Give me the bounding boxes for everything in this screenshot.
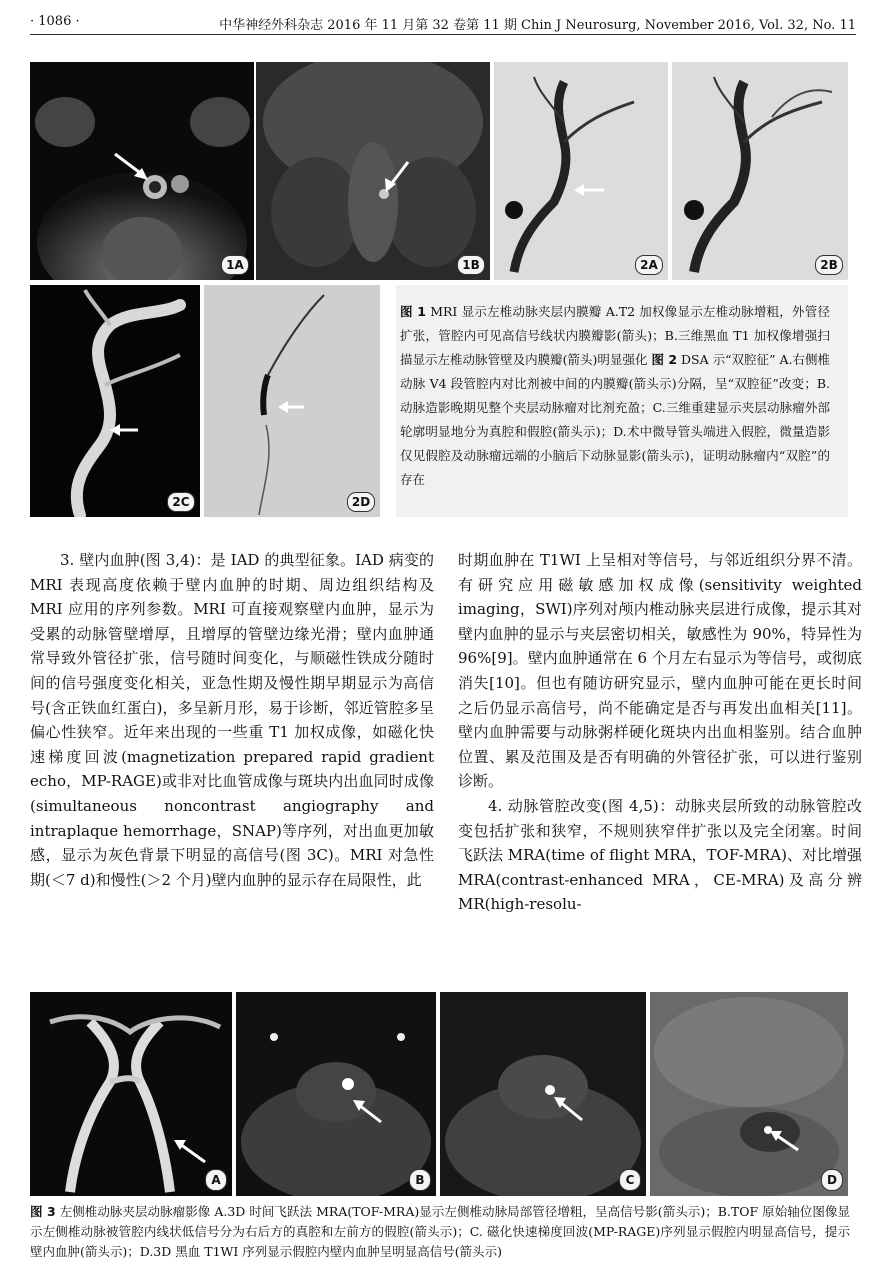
figure-1b-image — [256, 62, 490, 280]
caption-figures-1-2 — [400, 300, 830, 492]
figure-3c-drawing — [440, 992, 646, 1196]
figure-label: 1B — [457, 255, 485, 275]
paragraph-intramural-hematoma: 3. 壁内血肿(图 3,4)：是 IAD 的典型征象。IAD 病变的 MRI 表现高度依赖于壁内血肿的时期、周边组织结构及 MRI 应用的序列参数。MRI 可直接观察壁内血肿，显示为受累的动脉管壁增厚，且增厚的管壁边缘光滑；壁内血肿通常导致外管径扩张，信号随时间变化，与顺磁性铁成分随时间的信号强度变化相关，亚急性期及慢性期早期显示为高信号(含正铁血红蛋白)，多呈新月形，易于诊断，邻近管腔多呈偏心性狭窄。近年来出现的一些重 T1 加权成像，如磁化快速梯度回波(magnetization prepared rapid gradient echo，MP-RAGE)或非对比血管成像与斑块内出血同时成像(simultaneous noncontrast angiography and intraplaque hemorrhage，SNAP)等序列，对出血更加敏感，显示为灰色背景下明显的高信号(图 3C)。MRI 对急性期(＜7 d)和慢性(＞2 个月)壁内血肿的显示存在局限性，此 — [30, 551, 434, 889]
figure-label: 2A — [635, 255, 663, 275]
paragraph-continuation: 时期血肿在 T1WI 上呈相对等信号，与邻近组织分界不清。有研究应用磁敏感加权成像(sensitivity weighted imaging，SWI)序列对颅内椎动脉夹层进行成像，提示其对壁内血肿的显示与夹层密切相关，敏感性为 90%，特异性为 96%[9]。壁内血肿通常在 6 个月左右显示为等信号，或彻底消失[10]。但也有随访研究显示，壁内血肿可能在更长时间之后仍显示高信号，尚不能确定是否与再发出血相关[11]。壁内血肿需要与动脉粥样硬化斑块内出血相鉴别。结合血肿位置、累及范围及是否有明确的外管径扩张，可以进行鉴别诊断。 — [458, 551, 862, 791]
figure-label: C — [619, 1169, 641, 1191]
figure-label: B — [409, 1169, 431, 1191]
figure-3d-drawing — [650, 992, 848, 1196]
figure-3a-image — [30, 992, 232, 1196]
journal-citation: 中华神经外科杂志 2016 年 11 月第 32 卷第 11 期 Chin J Neurosurg, November 2016, Vol. 32, No. 11 — [219, 18, 856, 33]
figure-2d-drawing — [204, 285, 380, 517]
figure-label: 2D — [347, 492, 375, 512]
figure-2a-drawing — [494, 62, 668, 280]
figure-3d-image — [650, 992, 848, 1196]
figure-3-caption: 左侧椎动脉夹层动脉瘤影像 A.3D 时间飞跃法 MRA(TOF-MRA)显示左侧椎动脉局部管径增粗，呈高信号影(箭头示)；B.TOF 原始轴位图像显示左侧椎动脉被管腔内线状低信号分为右后方的真腔和左前方的假腔(箭头示)；C. 磁化快速梯度回波(MP-RAGE)序列显示假腔内明显高信号，提示壁内血肿(箭头示)；D.3D 黑血 T1WI 序列显示假腔内壁内血肿呈明显高信号(箭头示) — [30, 1204, 850, 1259]
figure-3b-drawing — [236, 992, 436, 1196]
figure-2a-image — [494, 62, 668, 280]
figure-label: 1A — [221, 255, 249, 275]
figure-2d-image — [204, 285, 380, 517]
figure-2-caption: DSA 示“双腔征” A.右侧椎动脉 V4 段管腔内对比剂被中间的内膜瓣(箭头示)分隔，呈“双腔征”改变；B.动脉造影晚期见整个夹层动脉瘤对比剂充盈；C.三维重建显示夹层动脉瘤外部轮廓明显地分为真腔和假腔(箭头示)；D.术中微导管头端进入假腔，微量造影仅见假腔及动脉瘤远端的小脑后下动脉显影(箭头示)，证明动脉瘤内“双腔”的存在 — [400, 352, 830, 487]
figure-label: 2B — [815, 255, 843, 275]
figure-2c-drawing — [30, 285, 200, 517]
figure-2c-image — [30, 285, 200, 517]
figure-3b-image — [236, 992, 436, 1196]
figure-1a-drawing — [30, 62, 254, 280]
figure-label: D — [821, 1169, 843, 1191]
running-header — [30, 10, 856, 35]
figure-label: A — [205, 1169, 227, 1191]
figure-2b-drawing — [672, 62, 848, 280]
figure-2-label: 图 2 — [651, 352, 678, 367]
figure-label: 2C — [167, 492, 195, 512]
left-column — [30, 548, 434, 892]
figure-2b-image — [672, 62, 848, 280]
figure-1-label: 图 1 — [400, 304, 427, 319]
figure-3a-drawing — [30, 992, 232, 1196]
paragraph-lumen-changes: 4. 动脉管腔改变(图 4,5)：动脉夹层所致的动脉管腔改变包括扩张和狭窄，不规则狭窄伴扩张以及完全闭塞。时间飞跃法 MRA(time of flight MRA，TOF-MRA)、对比增强 MRA(contrast-enhanced MRA，CE-MRA)及高分辨 MR(high-resolu- — [458, 796, 862, 914]
page-number: · 1086 · — [30, 14, 80, 29]
figure-1a-image — [30, 62, 254, 280]
figure-1-caption: MRI 显示左椎动脉夹层内膜瓣 A.T2 加权像显示左椎动脉增粗，外管径扩张，管腔内可见高信号线状内膜瓣影(箭头)；B.三维黑血 T1 加权像增强扫描显示左椎动脉管壁及内膜瓣(箭头)明显强化 — [400, 304, 830, 367]
caption-figure-3 — [30, 1202, 850, 1262]
figure-3-label: 图 3 — [30, 1204, 56, 1219]
figure-3c-image — [440, 992, 646, 1196]
figure-1b-drawing — [256, 62, 490, 280]
right-column — [458, 548, 862, 917]
